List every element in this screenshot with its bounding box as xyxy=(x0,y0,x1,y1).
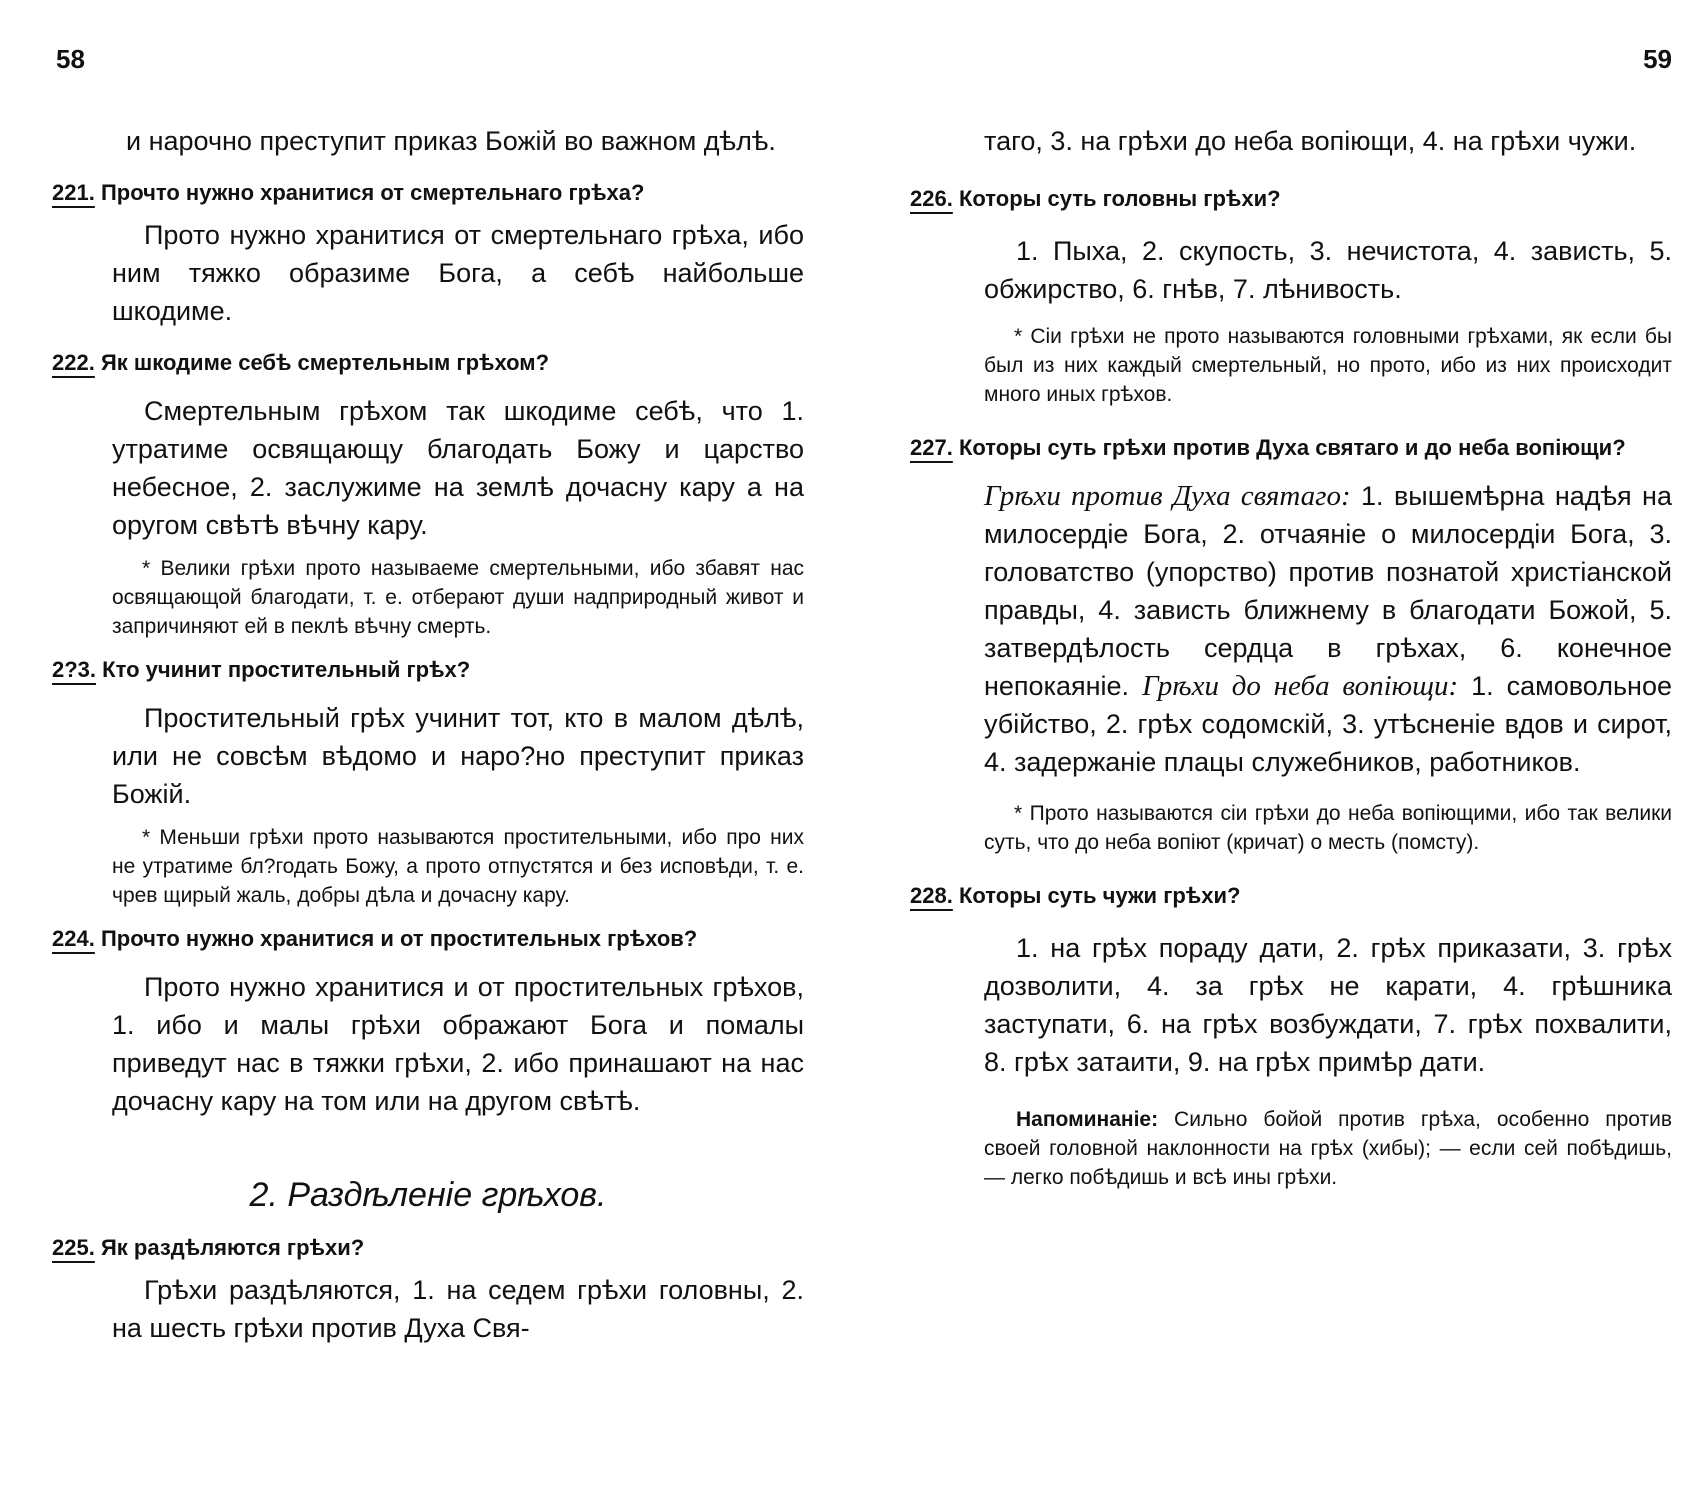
answer-225: Грѣхи раздѣляются, 1. на седем грѣхи головны, 2. на шесть грѣхи против Духа Свя- xyxy=(112,1275,804,1343)
question-number: 221. xyxy=(52,180,95,205)
label-against-holy-spirit: Грѣхи против Духа святаго: xyxy=(984,480,1351,512)
question-224 xyxy=(52,924,804,954)
question-text: Як шкодиме себѣ смертельным грѣхом? xyxy=(100,350,550,375)
question-number: 226. xyxy=(910,186,953,211)
question-number: 228. xyxy=(910,883,953,908)
answer-227 xyxy=(910,477,1672,781)
question-text: Прочто нужно хранитися и от простительных грѣхов? xyxy=(100,926,698,951)
answer-224: Прото нужно хранитися и от простительных грѣхов, 1. ибо и малы грѣхи ображают Бога и помалы приведут нас в тяжки грѣхи, 2. ибо принашают на нас дочасну кару на том или на другом свѣтѣ. xyxy=(112,972,804,1116)
left-page-column xyxy=(52,122,804,1347)
question-number: 2?3. xyxy=(52,657,97,682)
question-227 xyxy=(910,433,1672,463)
answer-227-part1: 1. вышемѣрна надѣя на милосердіе Бога, 2. отчаяніе о милосердіи Бога, 3. головатство (упорство) против познатой христіанской правды, 4. зависть ближнему в благодати Божой, 5. затвердѣлость сердца в грѣхах, 6. конечное непокаяніе. xyxy=(984,481,1672,701)
answer-222: Смертельным грѣхом так шкодиме себѣ, что 1. утратиме освящающу благодать Божу и царство небесное, 2. заслужиме на землѣ дочасну кару а на оругом свѣтѣ вѣчну кару. xyxy=(112,396,804,540)
question-number: 227. xyxy=(910,435,953,460)
question-number: 224. xyxy=(52,926,95,951)
answer-221: Прото нужно хранитися от смертельнаго грѣха, ибо ним тяжко образиме Бога, а себѣ найбольше шкодиме. xyxy=(112,220,804,326)
question-text: Прочто нужно хранитися от смертельнаго грѣха? xyxy=(100,180,645,205)
answer-228: 1. на грѣх пораду дати, 2. грѣх приказати, 3. грѣх дозволити, 4. за грѣх не карати, 4. грѣшника заступати, 6. на грѣх возбуждати, 7. грѣх похвалити, 8. грѣх затаити, 9. на грѣх примѣр дати. xyxy=(984,933,1672,1077)
question-222 xyxy=(52,348,804,378)
answer-227-part2: 1. самовольное убійство, 2. грѣх содомскій, 3. утѣсненіе вдов и сирот, 4. задержаніе плацы служебников, работников. xyxy=(984,671,1672,777)
question-228 xyxy=(910,881,1672,911)
page-number-left: 58 xyxy=(56,44,85,74)
question-223 xyxy=(52,655,804,685)
question-number: 222. xyxy=(52,350,95,375)
question-text: Кто учинит простительный грѣх? xyxy=(102,657,471,682)
question-text: Которы суть чужи грѣхи? xyxy=(958,883,1241,908)
page-number-right: 59 xyxy=(1643,44,1672,74)
reminder-label: Напоминаніе: xyxy=(1016,1108,1159,1131)
answer-226: 1. Пыха, 2. скупость, 3. нечистота, 4. зависть, 5. обжирство, 6. гнѣв, 7. лѣнивость. xyxy=(984,236,1672,304)
question-text: Которы суть грѣхи против Духа святаго и до неба вопіющи? xyxy=(958,435,1626,460)
reminder-text: Сильно бойой против грѣха, особенно против своей головной наклонности на грѣх (хибы); — если сей побѣдишь, — легко побѣдишь и всѣ ины грѣхи. xyxy=(984,1108,1673,1189)
note-227: * Прото называются сіи грѣхи до неба вопіющими, ибо так велики суть, что до неба вопіют (кричат) о месть (помсту). xyxy=(984,802,1672,854)
question-text: Которы суть головны грѣхи? xyxy=(958,186,1281,211)
right-page-column xyxy=(910,122,1672,1192)
label-crying-to-heaven: Грѣхи до неба вопіющи: xyxy=(1142,670,1459,702)
note-222: * Велики грѣхи прото называеме смертельными, ибо збавят нас освящающой благодати, т. е. отберают души надприродный живот и запричиняют ей в пеклѣ вѣчну смерть. xyxy=(112,557,804,638)
left-intro-text: и нарочно преступит приказ Божій во важном дѣлѣ. xyxy=(126,126,776,156)
question-text: Як раздѣляются грѣхи? xyxy=(100,1235,365,1260)
note-226: * Сіи грѣхи не прото называются головными грѣхами, як если бы был из них каждый смертельный, но прото, ибо из них происходит много иных грѣхов. xyxy=(984,325,1672,406)
note-223: * Меньши грѣхи прото называются простительными, ибо про них не утратиме бл?годать Божу, а прото отпустятся и без исповѣди, т. е. чрев щирый жаль, добры дѣла и дочасну кару. xyxy=(112,826,804,907)
question-226 xyxy=(910,184,1672,214)
section-title: 2. Раздѣленіе грѣхов. xyxy=(249,1176,607,1214)
question-221 xyxy=(52,178,804,208)
answer-223: Простительный грѣх учинит тот, кто в малом дѣлѣ, или не совсѣм вѣдомо и наро?но преступит приказ Божій. xyxy=(112,703,804,809)
right-intro-text: таго, 3. на грѣхи до неба вопіющи, 4. на грѣхи чужи. xyxy=(984,126,1637,156)
reminder xyxy=(910,1105,1672,1192)
question-225 xyxy=(52,1233,804,1263)
question-number: 225. xyxy=(52,1235,95,1260)
